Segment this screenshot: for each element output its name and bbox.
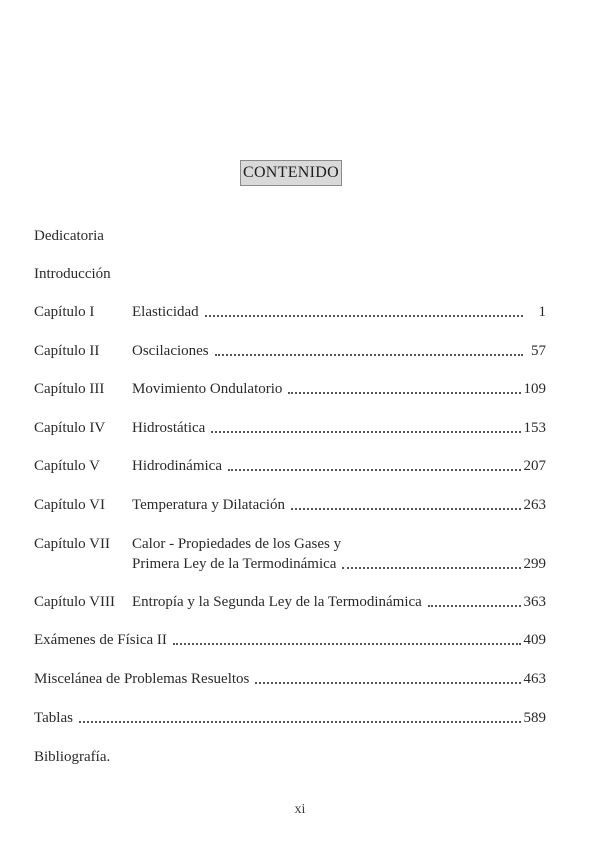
- toc-entry-introduccion: [34, 265, 546, 283]
- entry-title: Introducción: [34, 266, 111, 282]
- toc-entry-chapter-2: [34, 342, 546, 360]
- chapter-title: Hidrostática: [132, 420, 206, 436]
- toc-entry-chapter-6: [34, 496, 546, 514]
- entry-title: Tablas: [34, 710, 73, 726]
- dot-leader: [79, 721, 521, 723]
- chapter-label: Capítulo II: [34, 343, 100, 359]
- page-number: 153: [523, 420, 546, 436]
- chapter-title-line-1: Calor - Propiedades de los Gases y: [132, 536, 342, 552]
- toc-entry-dedicatoria: [34, 227, 546, 245]
- chapter-label: Capítulo VII: [34, 536, 110, 552]
- toc-entry-chapter-5: [34, 457, 546, 475]
- chapter-label: Capítulo VI: [34, 497, 105, 513]
- toc-entry-chapter-4: [34, 419, 546, 437]
- toc-entry-examenes: [34, 631, 546, 649]
- page-folio: xi: [294, 802, 306, 817]
- dot-leader: [342, 567, 520, 569]
- dot-leader: [255, 682, 520, 684]
- page-number: 207: [523, 458, 546, 474]
- dot-leader: [211, 431, 520, 433]
- dot-leader: [173, 643, 521, 645]
- dot-leader: [288, 392, 520, 394]
- entry-title: Dedicatoria: [34, 228, 104, 244]
- toc-entry-miscelanea: [34, 670, 546, 688]
- chapter-title: Entropía y la Segunda Ley de la Termodinámica: [132, 594, 422, 610]
- page-number: 1: [538, 304, 546, 320]
- toc-entry-bibliografia: [34, 748, 546, 766]
- toc-entry-chapter-1: [34, 303, 546, 321]
- chapter-title: Oscilaciones: [132, 343, 209, 359]
- dot-leader: [428, 605, 521, 607]
- chapter-title-line-2: Primera Ley de la Termodinámica: [132, 556, 337, 572]
- page-number: 57: [531, 343, 546, 359]
- chapter-title: Hidrodinámica: [132, 458, 222, 474]
- toc-entry-chapter-8: [34, 593, 546, 611]
- page-number: 363: [523, 594, 546, 610]
- toc-entry-chapter-7: [34, 535, 546, 573]
- entry-title: Exámenes de Física II: [34, 632, 167, 648]
- chapter-label: Capítulo IV: [34, 420, 106, 436]
- contents-heading: CONTENIDO: [240, 160, 342, 186]
- page-number: 299: [523, 556, 546, 572]
- chapter-title: Elasticidad: [132, 304, 199, 320]
- page-number: 463: [523, 671, 546, 687]
- dot-leader: [291, 508, 520, 510]
- entry-title: Bibliografía.: [34, 749, 111, 765]
- dot-leader: [228, 469, 521, 471]
- chapter-title: Temperatura y Dilatación: [132, 497, 286, 513]
- toc-entry-tablas: [34, 709, 546, 727]
- dot-leader: [215, 354, 523, 356]
- chapter-label: Capítulo I: [34, 304, 95, 320]
- chapter-label: Capítulo III: [34, 381, 105, 397]
- page-number: 109: [523, 381, 546, 397]
- chapter-title: Movimiento Ondulatorio: [132, 381, 283, 397]
- dot-leader: [205, 315, 523, 317]
- toc-entry-chapter-3: [34, 380, 546, 398]
- page-number: 263: [523, 497, 546, 513]
- page-number: 409: [523, 632, 546, 648]
- chapter-label: Capítulo VIII: [34, 594, 115, 610]
- chapter-label: Capítulo V: [34, 458, 100, 474]
- page-number: 589: [523, 710, 546, 726]
- entry-title: Miscelánea de Problemas Resueltos: [34, 671, 250, 687]
